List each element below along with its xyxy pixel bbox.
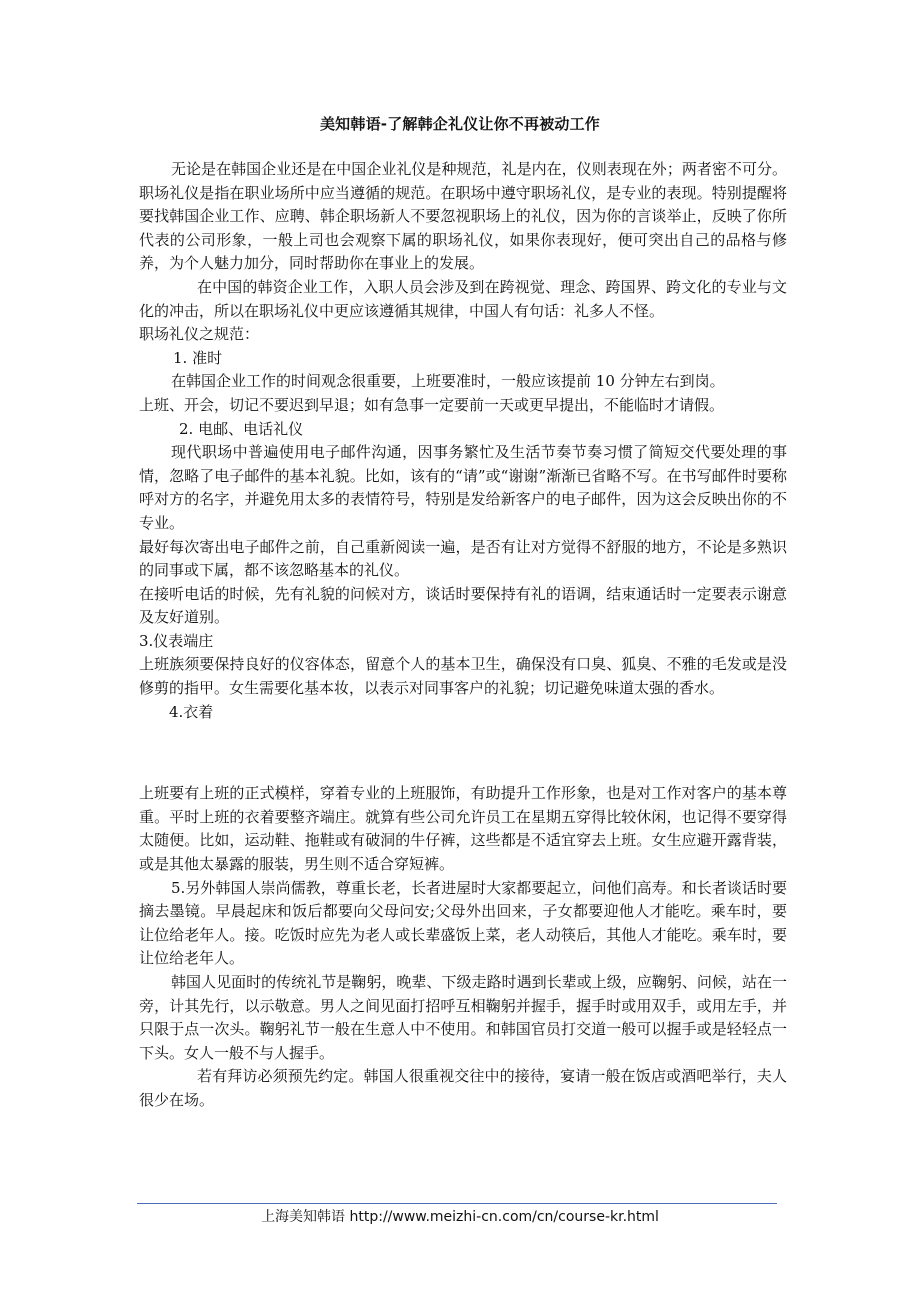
document-body	[139, 158, 787, 1113]
paragraph-korean-companies: 在中国的韩资企业工作，入职人员会涉及到在跨视觉、理念、跨国界、跨文化的专业与文化的冲击，所以在职场礼仪中更应该遵循其规律，中国人有句话：礼多人不怪。	[139, 277, 787, 320]
paragraph-attire: 上班要有上班的正式模样，穿着专业的上班服饰，有助提升工作形象，也是对工作对客户的基本尊重。平时上班的衣着要整齐端庄。就算有些公司允许员工在星期五穿得比较休闲，也记得不要穿得太随便。比如，运动鞋、拖鞋或有破洞的牛仔裤，这些都是不适宜穿去上班。女生应避开露背装，或是其他太暴露的服装，男生则不适合穿短裤。	[139, 784, 787, 874]
paragraph-punctuality-1: 在韩国企业工作的时间观念很重要，上班要准时，一般应该提前 10 分钟左右到岗。	[171, 372, 725, 391]
paragraph-punctuality-2: 上班、开会，切记不要迟到早退；如有急事一定要前一天或更早提出，不能临时才请假。	[139, 395, 725, 414]
section-heading-norms: 职场礼仪之规范：	[139, 325, 260, 344]
paragraph-phone: 在接听电话的时候，先有礼貌的问候对方，谈话时要保持有礼的语调，结束通话时一定要表示谢意及友好道别。	[139, 584, 787, 627]
paragraph-email-2: 最好每次寄出电子邮件之前，自己重新阅读一遍，是否有让对方觉得不舒服的地方，不论是多熟识的同事或下属，都不该忽略基本的礼仪。	[139, 537, 787, 580]
heading-appearance: 3.仪表端庄	[139, 631, 214, 650]
paragraph-greetings: 韩国人见面时的传统礼节是鞠躬，晚辈、下级走路时遇到长辈或上级，应鞠躬、问候，站在一旁，计其先行，以示敬意。男人之间见面打招呼互相鞠躬并握手，握手时或用双手，或用左手，并只限于点一次头。鞠躬礼节一般在生意人中不使用。和韩国官员打交道一般可以握手或是轻轻点一下头。女人一般不与人握手。	[139, 973, 787, 1062]
blank-gap	[139, 724, 787, 782]
paragraph-visits: 若有拜访必须预先约定。韩国人很重视交往中的接待，宴请一般在饭店或酒吧举行，夫人很少在场。	[139, 1067, 787, 1109]
footer-rule	[137, 1203, 777, 1204]
paragraph-intro: 无论是在韩国企业还是在中国企业礼仪是种规范，礼是内在，仪则表现在外；两者密不可分。职场礼仪是指在职业场所中应当遵循的规范。在职场中遵守职场礼仪，是专业的表现。特别提醒将要找韩国企业工作、应聘、韩企职场新人不要忽视职场上的礼仪，因为你的言谈举止，反映了你所代表的公司形象，一般上司也会观察下属的职场礼仪，如果你表现好，便可突出自己的品格与修养，为个人魅力加分，同时帮助你在事业上的发展。	[139, 160, 787, 273]
footer-text: 上海美知韩语 http://www.meizhi-cn.com/cn/course-kr.html	[261, 1209, 659, 1225]
paragraph-appearance: 上班族须要保持良好的仪容体态，留意个人的基本卫生，确保没有口臭、狐臭、不雅的毛发或是没修剪的指甲。女生需要化基本妆，以表示对同事客户的礼貌；切记避免味道太强的香水。	[139, 655, 787, 698]
heading-punctuality: 1. 准时	[173, 348, 223, 367]
heading-email-phone: 2. 电邮、电话礼仪	[179, 419, 304, 438]
paragraph-email-1: 现代职场中普遍使用电子邮件沟通，因事务繁忙及生活节奏节奏习惯了简短交代要处理的事情，忽略了电子邮件的基本礼貌。比如，该有的“请”或“谢谢”渐渐已省略不写。在书写邮件时要称呼对方的名字，并避免用太多的表情符号，特别是发给新客户的电子邮件，因为这会反映出你的不专业。	[139, 443, 787, 532]
paragraph-respect-elders: 5.另外韩国人崇尚儒教，尊重长老，长者进屋时大家都要起立，问他们高寿。和长者谈话时要摘去墨镜。早晨起床和饭后都要向父母问安;父母外出回来，子女都要迎他人才能吃。乘车时，要让位给老年人。接。吃饭时应先为老人或长辈盛饭上菜，老人动筷后，其他人才能吃。乘车时，要让位给老年人。	[139, 878, 787, 968]
heading-attire: 4.衣着	[169, 702, 214, 721]
document-title: 美知韩语-了解韩企礼仪让你不再被动工作	[319, 115, 601, 133]
